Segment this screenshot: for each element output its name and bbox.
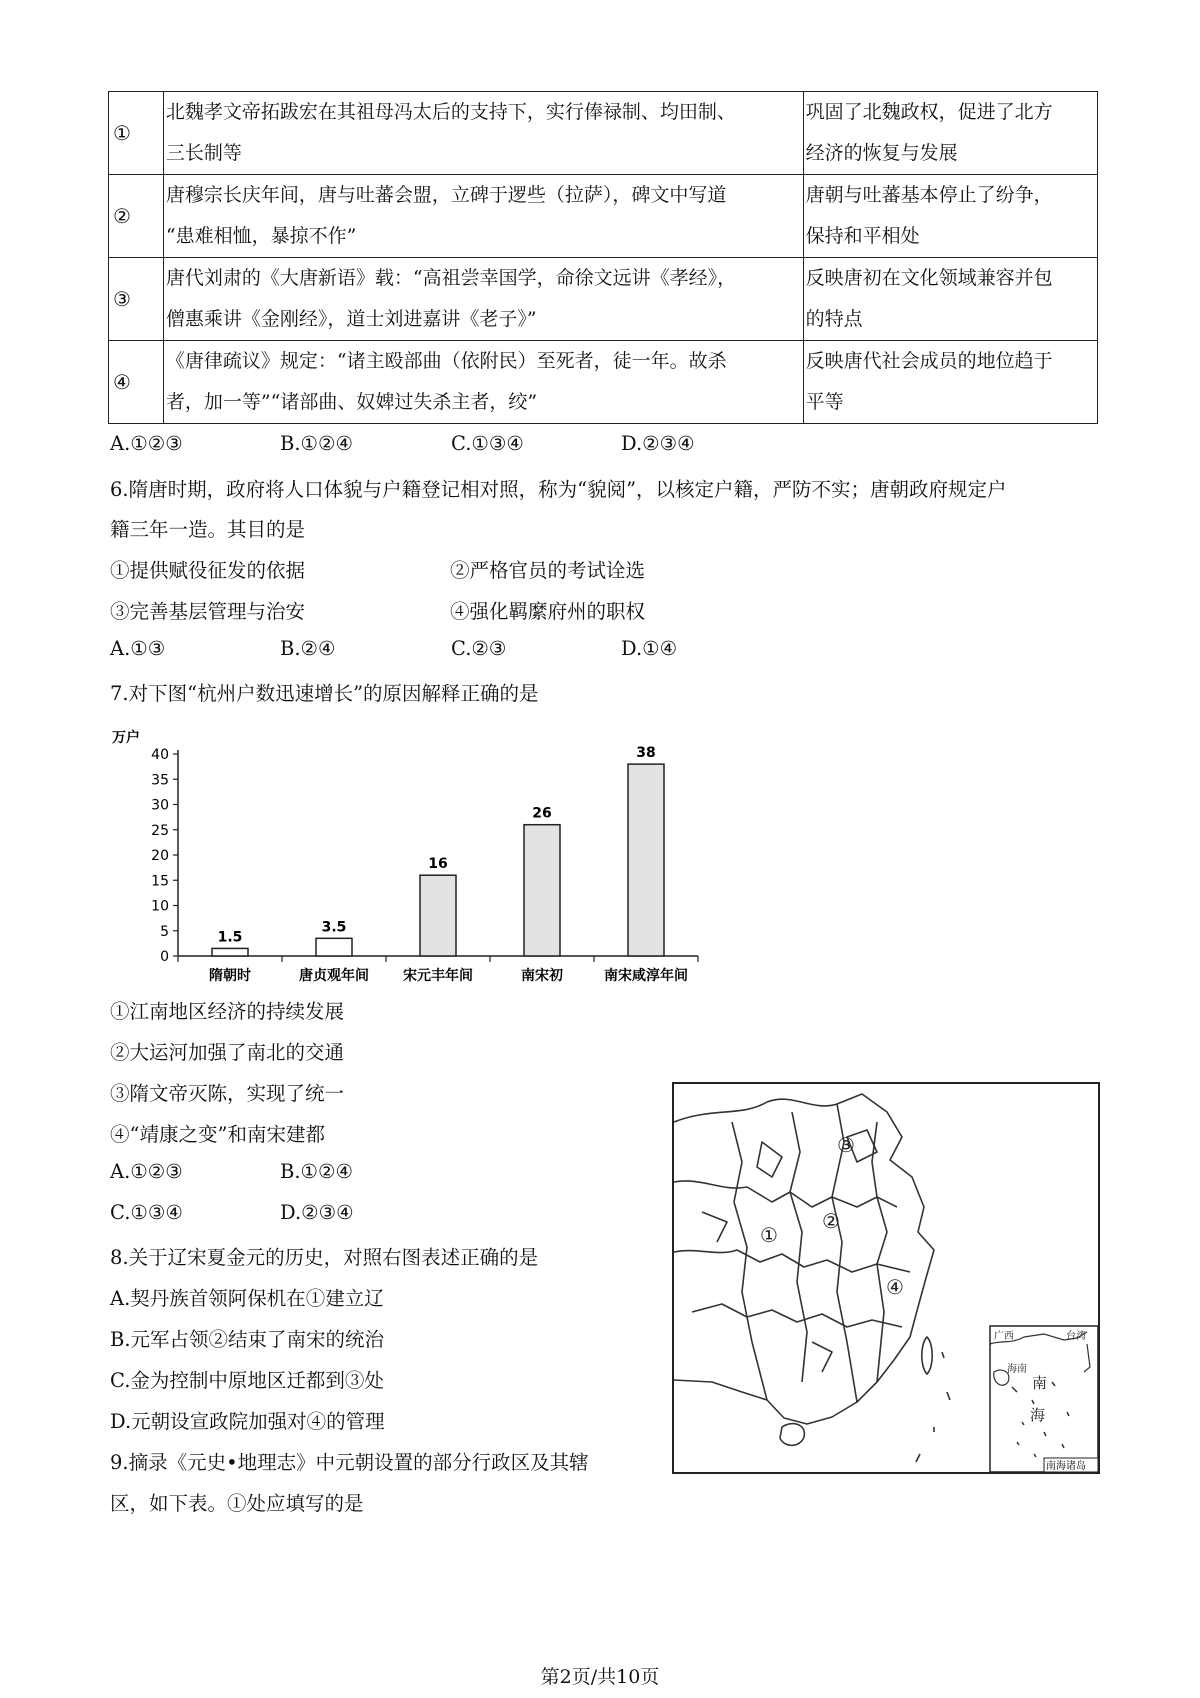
material-cell: 《唐律疏议》规定：“诸主殴部曲（依附民）至死者，徒一年。故杀 者，加一等”“诸部曲、奴婢过失杀主者，绞” (163, 341, 803, 424)
row-number: ② (109, 175, 164, 258)
y-tick-label: 15 (151, 873, 169, 890)
table-row (109, 341, 1098, 424)
q5-option-b[interactable]: B.①②④ (280, 432, 353, 455)
inset-label-taiwan: 台湾 (1066, 1331, 1086, 1342)
bar-data-label: 3.5 (321, 919, 347, 936)
bar (420, 875, 456, 956)
q6-option-d[interactable]: D.①④ (621, 637, 678, 660)
y-tick-label: 5 (160, 923, 169, 940)
q8-option-b[interactable]: B.元军占领②结束了南宋的统治 (110, 1328, 385, 1351)
q6-stem-line1: 6.隋唐时期，政府将人口体貌与户籍登记相对照，称为“貌阅”，以核定户籍，严防不实；唐朝政府规定户 (110, 478, 1007, 501)
inset-label-nanhai-islands: 南海诸岛 (1046, 1461, 1086, 1472)
bar (524, 825, 560, 956)
q6-option-c[interactable]: C.②③ (451, 637, 507, 660)
bar-data-label: 38 (636, 745, 656, 762)
q7-option-b[interactable]: B.①②④ (280, 1160, 353, 1183)
y-tick-label: 40 (151, 747, 169, 763)
q8-option-c[interactable]: C.金为控制中原地区迁都到③处 (110, 1369, 384, 1392)
conclusion-cell: 巩固了北魏政权，促进了北方 经济的恢复与发展 (803, 92, 1097, 175)
material-cell: 唐穆宗长庆年间，唐与吐蕃会盟，立碑于逻些（拉萨），碑文中写道 “患难相恤，暴掠不作” (163, 175, 803, 258)
y-tick-label: 10 (151, 898, 169, 915)
map-marker-4: ④ (886, 1275, 904, 1299)
q9-stem-line1: 9.摘录《元史•地理志》中元朝设置的部分行政区及其辖 (110, 1451, 589, 1474)
material-cell: 北魏孝文帝拓跋宏在其祖母冯太后的支持下，实行俸禄制、均田制、 三长制等 (163, 92, 803, 175)
table-row (109, 258, 1098, 341)
china-map (672, 1082, 1100, 1474)
conclusion-cell: 反映唐代社会成员的地位趋于 平等 (803, 341, 1097, 424)
q5-option-c[interactable]: C.①③④ (451, 432, 524, 455)
conclusion-cell: 唐朝与吐蕃基本停止了纷争， 保持和平相处 (803, 175, 1097, 258)
q7-option-d[interactable]: D.②③④ (280, 1201, 354, 1224)
q6-item-2: ②严格官员的考试诠选 (450, 559, 646, 582)
y-tick-label: 30 (151, 797, 169, 814)
q8-stem: 8.关于辽宋夏金元的历史，对照右图表述正确的是 (110, 1246, 539, 1269)
bar (212, 948, 248, 956)
q7-option-a[interactable]: A.①②③ (110, 1160, 183, 1183)
y-axis (151, 747, 178, 965)
q6-item-3: ③完善基层管理与治安 (110, 600, 306, 623)
household-bar-chart (108, 718, 768, 983)
y-tick-label: 0 (160, 949, 169, 965)
q7-item-3: ③隋文帝灭陈，实现了统一 (110, 1082, 345, 1105)
q9-stem-line2: 区，如下表。①处应填写的是 (110, 1492, 364, 1515)
map-marker-3: ③ (837, 1133, 855, 1157)
table-row (109, 92, 1098, 175)
bar-data-label: 1.5 (217, 929, 243, 946)
q7-item-4: ④“靖康之变”和南宋建都 (110, 1123, 325, 1146)
bar (316, 938, 352, 956)
y-tick-label: 20 (151, 848, 169, 864)
q8-option-d[interactable]: D.元朝设宣政院加强对④的管理 (110, 1410, 385, 1433)
bar-data-label: 26 (532, 805, 552, 822)
y-tick-label: 35 (151, 772, 169, 789)
bar-data-label: 16 (428, 856, 448, 873)
y-tick-label: 25 (151, 822, 169, 839)
x-axis (178, 956, 698, 983)
x-tick-label: 隋朝时 (209, 968, 251, 983)
q5-table (108, 91, 1098, 424)
q5-option-d[interactable]: D.②③④ (621, 432, 695, 455)
x-tick-label: 南宋咸淳年间 (604, 968, 688, 983)
map-marker-1: ① (760, 1223, 778, 1247)
row-number: ④ (109, 341, 164, 424)
q8-option-a[interactable]: A.契丹族首领阿保机在①建立辽 (110, 1287, 384, 1310)
q7-item-2: ②大运河加强了南北的交通 (110, 1041, 345, 1064)
x-tick-label: 南宋初 (521, 968, 563, 983)
row-number: ③ (109, 258, 164, 341)
material-cell: 唐代刘肃的《大唐新语》载：“高祖尝幸国学，命徐文远讲《孝经》， 僧惠乘讲《金刚经》，道士刘进嘉讲《老子》” (163, 258, 803, 341)
bar (628, 764, 664, 956)
q6-item-1: ①提供赋役征发的依据 (110, 559, 306, 582)
q6-stem-line2: 籍三年一造。其目的是 (110, 518, 306, 541)
page-footer: 第2页/共10页 (540, 1666, 660, 1688)
q6-item-4: ④强化羁縻府州的职权 (450, 600, 646, 623)
x-tick-label: 唐贞观年间 (299, 968, 369, 983)
q7-item-1: ①江南地区经济的持续发展 (110, 1000, 345, 1023)
q6-option-b[interactable]: B.②④ (280, 637, 336, 660)
inset-label-nan: 南 (1032, 1374, 1048, 1392)
inset-label-guangxi: 广西 (994, 1331, 1014, 1342)
x-tick-label: 宋元丰年间 (403, 968, 473, 983)
conclusion-cell: 反映唐初在文化领域兼容并包 的特点 (803, 258, 1097, 341)
map-marker-2: ② (822, 1209, 840, 1233)
bars (212, 745, 664, 956)
inset-label-hainan: 海南 (1007, 1364, 1027, 1375)
q7-stem: 7.对下图“杭州户数迅速增长”的原因解释正确的是 (110, 682, 539, 705)
q5-option-a[interactable]: A.①②③ (110, 432, 183, 455)
row-number: ① (109, 92, 164, 175)
q6-option-a[interactable]: A.①③ (110, 637, 166, 660)
q7-option-c[interactable]: C.①③④ (110, 1201, 183, 1224)
table-row (109, 175, 1098, 258)
y-axis-label: 万户 (112, 730, 140, 746)
south-china-sea-inset (990, 1326, 1098, 1472)
inset-label-hai: 海 (1030, 1406, 1046, 1424)
